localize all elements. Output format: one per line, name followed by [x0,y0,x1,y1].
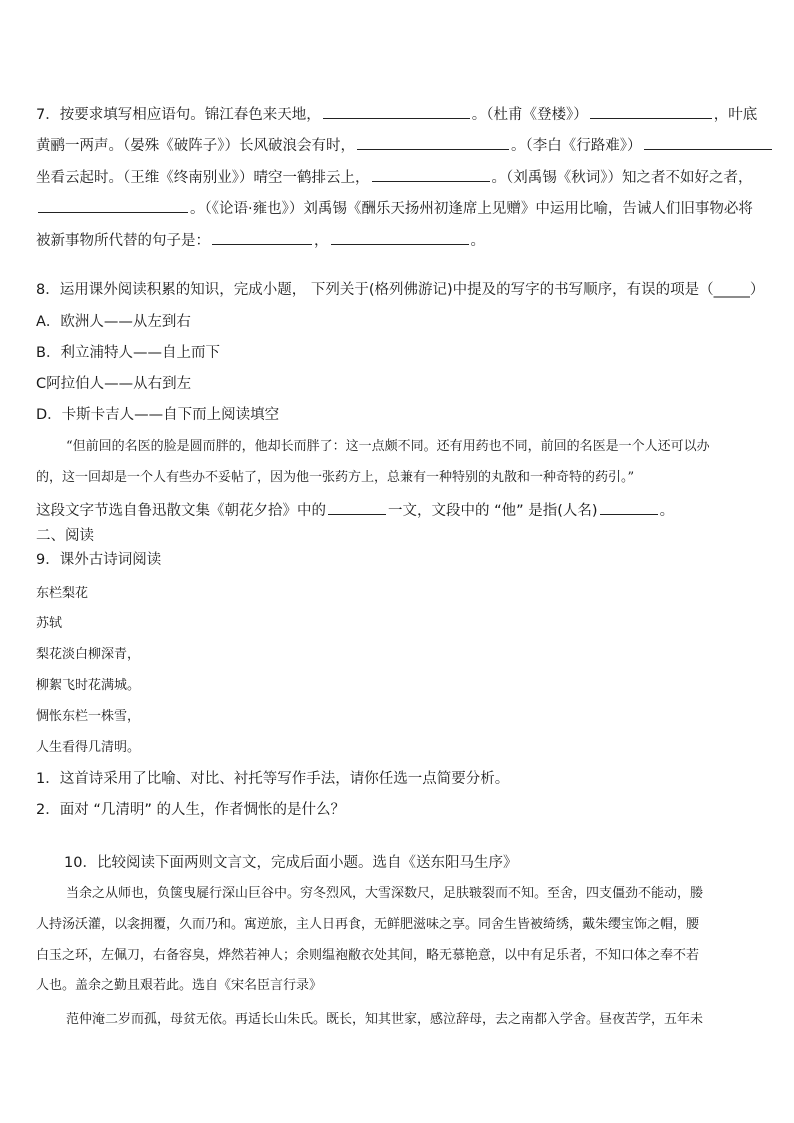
q8-text: 。 [659,503,675,519]
poem-line: 人生看得几清明。 [36,740,141,755]
answer-blank[interactable] [644,135,772,150]
q7-line-2 [36,135,774,155]
q10-passage-line: 人持汤沃灌，以衾拥覆，久而乃和。寓逆旅，主人日再食，无鲜肥滋味之享。同舍生皆被绮绣，戴朱缨宝饰之帽，腰 [36,917,700,932]
answer-blank[interactable] [323,104,470,119]
section-heading: 二、阅读 [36,528,94,544]
q7-text: 坐看云起时。（王维《终南别业》）晴空一鹤排云上， [36,170,370,186]
poem-title: 东栏梨花 [36,586,89,601]
answer-blank[interactable] [357,135,509,150]
answer-blank[interactable] [212,230,312,245]
q7-text: 被新事物所代替的句子是： [36,233,210,249]
poem-line: 柳絮飞时花满城。 [36,678,141,693]
poem-author: 苏轼 [36,616,63,631]
poem-line: 梨花淡白柳深青， [36,647,141,662]
q8-text: 这段文字节选自鲁迅散文集《朝花夕拾》中的 [36,503,326,519]
q7-text: 。（杜甫《登楼》） [471,107,588,123]
q8-quote-line-1: “但前回的名医的脸是圆而胖的，他却长而胖了：这一点颇不同。还有用药也不同，前回的名医是一个人还可以办 [66,439,710,454]
answer-blank[interactable] [590,104,712,119]
q10-passage-line: 人也。盖余之勤且艰若此。选自《宋名臣言行录》 [36,978,323,993]
q8-option-d[interactable]: D．卡斯卡吉人——自下而上阅读填空 [36,407,280,423]
q7-line-3 [36,167,753,187]
q10-passage-line: 当余之从师也，负箧曳屣行深山巨谷中。穷冬烈风，大雪深数尺，足肤皲裂而不知。至舍，四支僵劲不能动，媵 [66,886,704,901]
q7-text: 。（刘禹锡《秋词》）知之者不如好之者， [491,170,753,186]
q10-passage-line: 白玉之环，左佩刀，右备容臭，烨然若神人；余则缊袍敝衣处其间，略无慕艳意，以中有足乐者，不知口体之奉不若 [36,948,700,963]
q7-text: ， [314,233,329,249]
q8-fill-question [36,500,674,520]
q8-quote-line-2: 的，这一回却是一个人有些办不妥帖了，因为他一张药方上，总兼有一种特别的丸散和一种奇特的药引。” [36,470,635,485]
poem-line: 惆怅东栏一株雪， [36,709,141,724]
answer-blank[interactable] [600,500,658,515]
q7-text: 。（李白《行路难》） [511,138,642,154]
answer-blank[interactable] [328,500,386,515]
q7-text: 黄鹂一两声。（晏殊《破阵子》）长风破浪会有时， [36,138,355,154]
q9-title: 9．课外古诗词阅读 [36,552,162,568]
answer-blank[interactable] [38,198,188,213]
q7-text: 7．按要求填写相应语句。锦江春色来天地， [36,107,321,123]
q7-line-5 [36,230,485,250]
q7-text: 。 [470,233,485,249]
q8-option-a[interactable]: A．欧洲人——从左到右 [36,314,191,330]
q8-text: 一文，文段中的 “他” 是指(人名) [388,503,598,519]
q7-text: ，叶底 [713,107,758,123]
q8-option-b[interactable]: B．利立浦特人——自上而下 [36,345,220,361]
q10-stem: 10．比较阅读下面两则文言文，完成后面小题。选自《送东阳马生序》 [64,855,518,871]
q9-subquestion-2: 2．面对 “几清明” 的人生，作者惆怅的是什么？ [36,802,345,818]
q7-text: 。（《论语·雍也》）刘禹锡《酬乐天扬州初逢席上见赠》中运用比喻，告诫人们旧事物必将 [190,201,753,217]
q7-line-4 [36,198,753,218]
q10-passage-line: 范仲淹二岁而孤，母贫无依。再适长山朱氏。既长，知其世家，感泣辞母，去之南都入学舍。昼夜苦学，五年未 [66,1012,704,1027]
q8-stem: 8．运用课外阅读积累的知识，完成小题， 下列关于(格列佛游记)中提及的写字的书写顺序，有误的项是（_____） [36,282,765,298]
answer-blank[interactable] [372,167,490,182]
answer-blank[interactable] [331,230,469,245]
q8-option-c[interactable]: C阿拉伯人——从右到左 [36,376,192,392]
q9-subquestion-1: 1．这首诗采用了比喻、对比、衬托等写作手法，请你任选一点简要分析。 [36,771,510,787]
q7-line-1 [36,104,757,124]
